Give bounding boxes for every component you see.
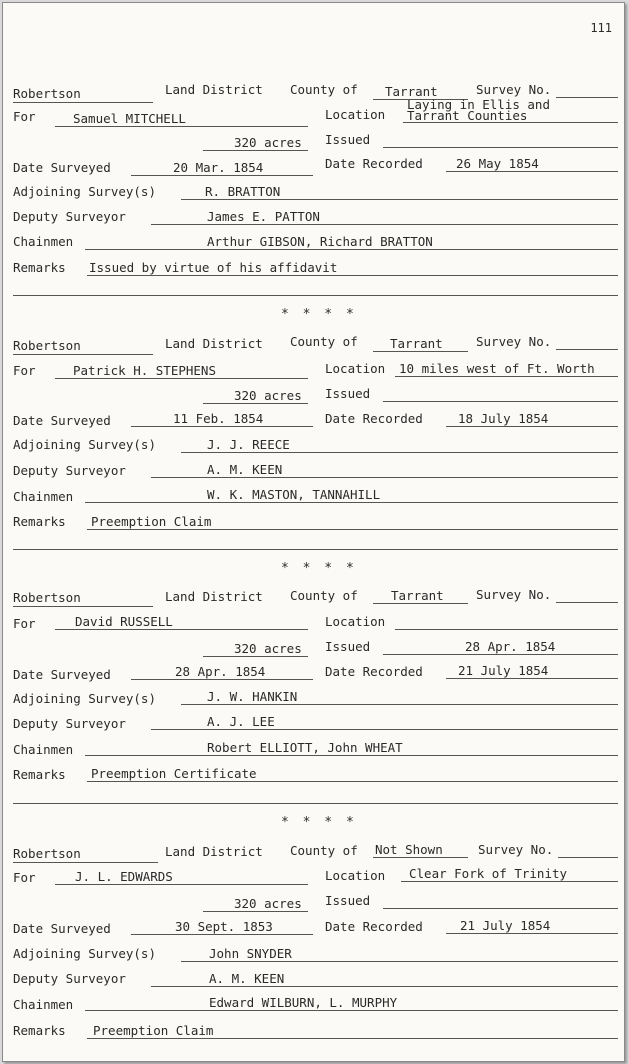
chainmen-value: W. K. MASTON, TANNAHILL [207, 487, 381, 502]
date-surveyed-label: Date Surveyed [13, 667, 111, 682]
date-surveyed-label: Date Surveyed [13, 921, 111, 936]
adjoining-value: J. W. HANKIN [207, 689, 298, 704]
chainmen-label: Chainmen [13, 489, 74, 504]
deputy-label: Deputy Surveyor [13, 463, 126, 478]
location-value-line1: Laying in Ellis and [407, 97, 550, 112]
remarks-label: Remarks [13, 1023, 66, 1038]
land-district-label: Land District [165, 336, 263, 351]
land-district-label: Land District [165, 589, 263, 604]
survey-record [3, 327, 624, 557]
adjoining-label: Adjoining Survey(s) [13, 437, 156, 452]
for-value: Patrick H. STEPHENS [73, 363, 216, 378]
date-recorded-label: Date Recorded [325, 411, 423, 426]
county-value: Tarrant [391, 588, 444, 603]
adjoining-value: R. BRATTON [205, 184, 281, 199]
date-surveyed-label: Date Surveyed [13, 413, 111, 428]
chainmen-label: Chainmen [13, 234, 74, 249]
date-recorded-value: 26 May 1854 [456, 156, 539, 171]
remarks-label: Remarks [13, 514, 66, 529]
land-district-label: Land District [165, 82, 263, 97]
location-label: Location [325, 361, 386, 376]
remarks-value: Preemption Claim [91, 514, 212, 529]
adjoining-value: John SNYDER [209, 946, 292, 961]
deputy-value: A. M. KEEN [207, 462, 283, 477]
district-value: Robertson [13, 590, 81, 605]
chainmen-label: Chainmen [13, 997, 74, 1012]
for-label: For [13, 870, 36, 885]
date-recorded-value: 18 July 1854 [458, 411, 549, 426]
location-value: Clear Fork of Trinity [409, 866, 568, 881]
chainmen-value: Edward WILBURN, L. MURPHY [209, 995, 398, 1010]
date-surveyed-value: 20 Mar. 1854 [173, 160, 264, 175]
date-recorded-label: Date Recorded [325, 664, 423, 679]
deputy-value: James E. PATTON [207, 209, 320, 224]
land-district-label: Land District [165, 844, 263, 859]
date-surveyed-value: 11 Feb. 1854 [173, 411, 264, 426]
chainmen-value: Arthur GIBSON, Richard BRATTON [207, 234, 433, 249]
record-separator: * * * * [281, 307, 357, 322]
record-separator: * * * * [281, 815, 357, 830]
county-label: County of [290, 82, 358, 97]
for-label: For [13, 363, 36, 378]
district-value: Robertson [13, 86, 81, 101]
district-value: Robertson [13, 338, 81, 353]
county-label: County of [290, 588, 358, 603]
adjoining-label: Adjoining Survey(s) [13, 691, 156, 706]
survey-no-label: Survey No. [478, 842, 554, 857]
district-value: Robertson [13, 846, 81, 861]
for-value: David RUSSELL [75, 614, 173, 629]
acres-value: 320 acres [234, 388, 302, 403]
county-label: County of [290, 843, 358, 858]
date-recorded-label: Date Recorded [325, 156, 423, 171]
remarks-value: Issued by virtue of his affidavit [89, 260, 338, 275]
survey-no-label: Survey No. [476, 82, 552, 97]
date-surveyed-value: 30 Sept. 1853 [175, 919, 273, 934]
date-surveyed-value: 28 Apr. 1854 [175, 664, 266, 679]
record-separator: * * * * [281, 561, 357, 576]
remarks-label: Remarks [13, 767, 66, 782]
remarks-value: Preemption Certificate [91, 766, 257, 781]
date-recorded-label: Date Recorded [325, 919, 423, 934]
date-surveyed-label: Date Surveyed [13, 160, 111, 175]
adjoining-label: Adjoining Survey(s) [13, 184, 156, 199]
for-label: For [13, 109, 36, 124]
county-value: Not Shown [375, 842, 443, 857]
remarks-value: Preemption Claim [93, 1023, 214, 1038]
county-value: Tarrant [385, 84, 438, 99]
issued-label: Issued [325, 386, 371, 401]
chainmen-value: Robert ELLIOTT, John WHEAT [207, 740, 403, 755]
chainmen-label: Chainmen [13, 742, 74, 757]
document-page [2, 2, 625, 1062]
for-value: J. L. EDWARDS [75, 869, 173, 884]
issued-value: 28 Apr. 1854 [465, 639, 556, 654]
page-number: 111 [590, 21, 612, 35]
date-recorded-value: 21 July 1854 [460, 918, 551, 933]
for-value: Samuel MITCHELL [73, 111, 186, 126]
survey-no-label: Survey No. [476, 334, 552, 349]
deputy-label: Deputy Surveyor [13, 716, 126, 731]
deputy-label: Deputy Surveyor [13, 209, 126, 224]
deputy-label: Deputy Surveyor [13, 971, 126, 986]
deputy-value: A. J. LEE [207, 714, 275, 729]
survey-record [3, 73, 624, 303]
deputy-value: A. M. KEEN [209, 971, 285, 986]
acres-value: 320 acres [234, 641, 302, 656]
location-value-line2: Tarrant Counties [407, 108, 528, 123]
issued-label: Issued [325, 639, 371, 654]
for-label: For [13, 616, 36, 631]
county-label: County of [290, 334, 358, 349]
date-recorded-value: 21 July 1854 [458, 663, 549, 678]
survey-record [3, 835, 624, 1062]
county-value: Tarrant [390, 336, 443, 351]
survey-record [3, 581, 624, 811]
location-label: Location [325, 868, 386, 883]
acres-value: 320 acres [234, 896, 302, 911]
survey-no-label: Survey No. [476, 587, 552, 602]
adjoining-value: J. J. REECE [207, 437, 290, 452]
issued-label: Issued [325, 893, 371, 908]
remarks-label: Remarks [13, 260, 66, 275]
location-label: Location [325, 107, 386, 122]
issued-label: Issued [325, 132, 371, 147]
acres-value: 320 acres [234, 135, 302, 150]
adjoining-label: Adjoining Survey(s) [13, 946, 156, 961]
location-value: 10 miles west of Ft. Worth [399, 361, 595, 376]
location-label: Location [325, 614, 386, 629]
